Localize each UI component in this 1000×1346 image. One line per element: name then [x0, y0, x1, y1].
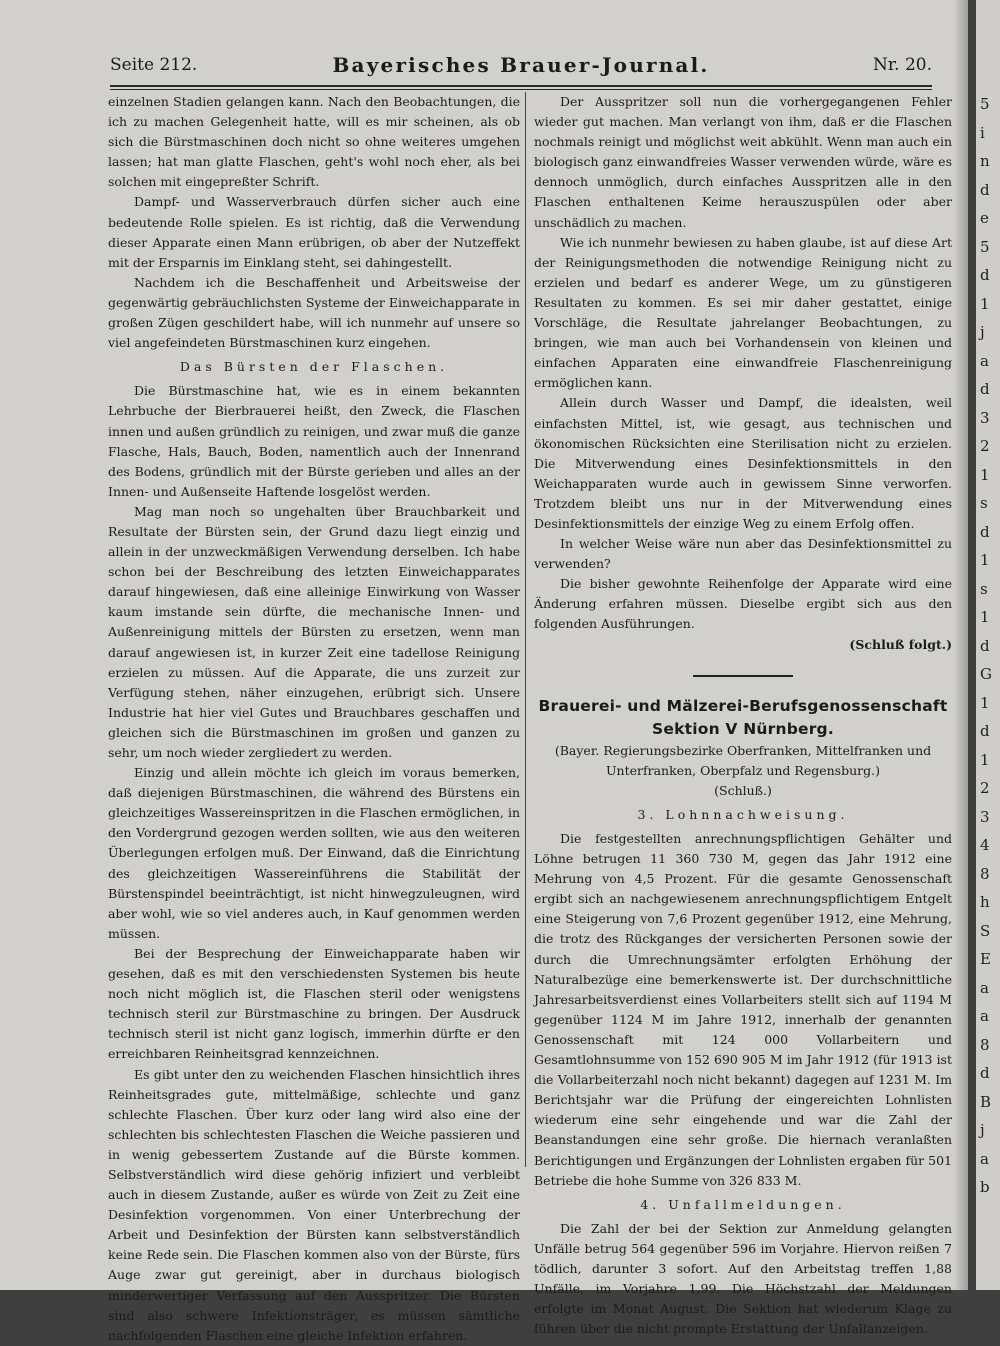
edge-fragment: 5 — [980, 237, 990, 256]
paragraph: Der Ausspritzer soll nun die vorhergegangenen Fehler wieder gut machen. Man verlangt von ihm, daß er die Flaschen nochmals reinigt und möglichst weit abkühlt. Wenn man auch ein biologisch ganz einwandfreies Wasser verwenden würde, wäre es dennoch unmöglich, durch einfaches Ausspritzen alle in den Flaschen enthaltenen Keime herauszuspülen oder aber unschädlich zu machen. — [534, 94, 952, 230]
edge-fragment: 1 — [980, 750, 990, 769]
page-number: Seite 212. — [110, 55, 198, 75]
edge-fragment: a — [980, 978, 989, 997]
paragraph: In welcher Weise wäre nun aber das Desinfektionsmittel zu verwenden? — [534, 536, 952, 572]
article-title: Brauerei- und Mälzerei-Berufsgenossenschaft Sektion V Nürnberg. — [538, 696, 948, 738]
paragraph: Bei der Besprechung der Einweichapparate haben wir gesehen, daß es mit den verschiedensten Systemen bis heute noch nicht möglich ist, die Flaschen steril oder wenigstens technisch steril zur Bürstmaschine zu bringen. Der Ausdruck technisch steril ist nicht ganz logisch, immerhin dürfte er den erreichbaren Reinheitsgrad kennzeichnen. — [108, 945, 520, 1062]
edge-fragment: a — [980, 1007, 989, 1025]
column-divider — [525, 92, 526, 1167]
edge-fragment: 1 — [980, 693, 990, 712]
header-rule-thin — [110, 89, 932, 90]
edge-fragment: 1 — [980, 465, 990, 484]
paragraph: Die bisher gewohnte Reihenfolge der Apparate wird eine Änderung erfahren müssen. Dieselbe ergibt sich aus den folgenden Ausführungen. — [534, 576, 952, 632]
edge-fragment: 4 — [980, 836, 990, 854]
header-rule — [110, 85, 932, 87]
edge-fragment: j — [980, 1121, 985, 1139]
edge-fragment: s — [980, 579, 988, 598]
right-column — [534, 92, 952, 1339]
edge-fragment: d — [980, 180, 990, 199]
edge-fragment: 2 — [980, 437, 990, 455]
edge-fragment: d — [980, 1064, 990, 1082]
edge-fragment: G — [980, 665, 992, 683]
edge-fragment: S — [980, 921, 991, 940]
edge-fragment: d — [980, 722, 990, 740]
continued-note: (Schluß folgt.) — [849, 636, 952, 652]
conclusion-label: (Schluß.) — [714, 782, 772, 798]
edge-fragment: h — [980, 893, 990, 911]
edge-fragment: a — [980, 1149, 989, 1168]
paragraph: Einzig und allein möchte ich gleich im voraus bemerken, daß diejenigen Bürstmaschinen, die während des Bürstens ein gleichzeitiges Wassereinspritzen in die Flaschen ermöglichen, in den Vordergrund gezogen werden sollten, wie aus den weiteren Überlegungen erfolgen muß. Der Einwand, daß die Einrichtung des gleichzeitigen Wassereinführens die Stabilität der Bürstenspindel beeinträchtigt, ist nicht hinwegzuleugnen, wird aber wohl, wie so viel anderes auch, in Kauf genommen werden müssen. — [108, 765, 520, 941]
edge-fragment: 1 — [980, 551, 990, 569]
paragraph: Dampf- und Wasserverbrauch dürfen sicher auch eine bedeutende Rolle spielen. Es ist richtig, daß die Verwendung dieser Apparate einen Mann erübrigen, ob aber der Nutzeffekt mit der Ersparnis im Einklang steht, sei dahingestellt. — [108, 194, 520, 270]
edge-fragment: d — [980, 636, 990, 655]
edge-fragment: 8 — [980, 864, 990, 883]
edge-fragment: 3 — [980, 807, 990, 826]
page-header — [110, 53, 932, 83]
paragraph: Allein durch Wasser und Dampf, die idealsten, weil einfachsten Mittel, ist, wie gesagt, aus technischen und ökonomischen Rücksichten eine Sterilisation nicht zu erzielen. Die Mitverwendung eines Desinfektionsmittels in den Weichapparaten wurde auch in gewissem Sinne verworfen. Trotzdem bleibt uns nur in der Mitverwendung eines Desinfektionsmittels der einzige Weg zu einem Erfolg offen. — [534, 395, 952, 531]
edge-fragment: E — [980, 950, 991, 968]
edge-fragment: d — [980, 266, 990, 284]
edge-fragment: i — [980, 123, 985, 142]
section-heading: 4. Unfallmeldungen. — [640, 1196, 846, 1212]
paragraph: Die Zahl der bei der Sektion zur Anmeldung gelangten Unfälle betrug 564 gegenüber 596 im Vorjahre. Hiervon reißen 7 tödlich, darunter 3 sofort. Auf den Arbeitstag treffen 1,88 Unfälle, im Vorjahre 1,99. Die Höchstzahl der Meldungen erfolgte im Monat August. Die Sektion hat wiederum Klage zu führen über die nicht prompte Erstattung der Unfallanzeigen. — [534, 1220, 952, 1337]
journal-title: Bayerisches Brauer-Journal. — [332, 53, 710, 77]
edge-fragment: 1 — [980, 608, 990, 626]
edge-fragment: B — [980, 1092, 992, 1111]
left-column — [108, 92, 520, 1346]
edge-fragment: b — [980, 1178, 990, 1196]
edge-fragment: a — [980, 351, 989, 370]
issue-number: Nr. 20. — [873, 55, 932, 75]
paragraph: Wie ich nunmehr bewiesen zu haben glaube, ist auf diese Art der Reinigungsmethoden die notwendige Reinigung nicht zu erzielen und bedarf es anderer Wege, um zu günstigeren Resultaten zu kommen. Es sei mir daher gestattet, einige Vorschläge, die Resultate jahrelanger Beobachtungen, zu bringen, wie man auch bei Vorhandensein von kleinen und einfachen Apparaten eine einwandfreie Flaschenreinigung ermöglichen kann. — [534, 234, 952, 391]
edge-fragment: d — [980, 380, 990, 398]
paragraph: Mag man noch so ungehalten über Brauchbarkeit und Resultate der Bürsten sein, der Grund dazu liegt einzig und allein in der unzweckmäßigen Verwendung derselben. Ich habe schon bei der Beschreibung des letzten Einweichapparates darauf hingewiesen, daß eine alleinige Einwirkung von Wasser kaum imstande sein dürfte, die mechanische Innen- und Außenreinigung mittels der Bürsten zu ersetzen, wenn man darauf angewiesen ist, in kurzer Zeit eine tadellose Reinigung erzielen zu müssen. Auf die Apparate, die uns zurzeit zur Verfügung stehen, näher einzugehen, erübrigt sich. Unsere Industrie hat hier viel Gutes und Brauchbares geschaffen und gleichen sich die Bürstmaschinen im großen und ganzen zu sehr, um noch wieder zergliedert zu werden. — [108, 503, 520, 760]
section-heading: 3. Lohnnachweisung. — [637, 806, 849, 822]
article-separator — [693, 675, 793, 677]
edge-fragment: d — [980, 522, 990, 541]
edge-fragment: 3 — [980, 408, 990, 427]
adjacent-page-edge — [976, 0, 1000, 1290]
paragraph: Die festgestellten anrechnungspflichtigen Gehälter und Löhne betrugen 11 360 730 M, gegen das Jahr 1912 eine Mehrung von 4,5 Prozent. Für die gesamte Genossenschaft ergibt sich an nachgewiesenem anrechnungspflichtigem Entgelt eine Steigerung von 7,6 Prozent gegenüber 1912, eine Mehrung, die trotz des Rückganges der versicherten Personen sowie der durch die Umrechnungsämter erfolgten Erhöhung der Naturalbezüge eine bemerkenswerte ist. Der durchschnittliche Jahresarbeitsverdienst eines Vollarbeiters stellt sich auf 1194 M gegenüber 1124 M im Jahre 1912, innerhalb der genannten Genossenschaft mit 124 000 Vollarbeitern und Gesamtlohnsumme von 152 690 905 M im Jahr 1912 (für 1913 ist die Vollarbeiterzahl noch nicht bekannt) dagegen auf 1231 M. Im Berichtsjahr war die Prüfung der eingereichten Lohnlisten wiederum eine sehr eingehende und war die Zahl der Beanstandungen eine sehr große. Die hiernach veranlaßten Berichtigungen und Ergänzungen der Lohnlisten ergaben für 501 Betriebe die hohe Summe von 326 833 M. — [534, 831, 952, 1188]
edge-fragment: 2 — [980, 779, 990, 797]
paragraph: Es gibt unter den zu weichenden Flaschen hinsichtlich ihres Reinheitsgrades gute, mittelmäßige, schlechte und ganz schlechte Flaschen. Über kurz oder lang wird also eine der schlechten bis schlechtesten Flaschen die Weiche passieren und in wenig gebessertem Zustande auf die Bürste kommen. Selbstverständlich wird diese gehörig infiziert und verbleibt auch in diesem Zustande, außer es würde von Zeit zu Zeit eine Desinfektion vorgenommen. Von einer Unterbrechung der Arbeit und Desinfektion der Bürsten kann selbstverständlich keine Rede sein. Die Flaschen kommen also von der Bürste, fürs Auge zwar gut gereinigt, aber in durchaus biologisch minderwertiger Verfassung auf den Ausspritzer. Die Bürsten sind also schwere Infektionsträger, es müssen sämtliche nachfolgenden Flaschen eine gleiche Infektion erfahren. — [108, 1066, 520, 1343]
paragraph: Nachdem ich die Beschaffenheit und Arbeitsweise der gegenwärtig gebräuchlichsten Systeme der Einweichapparate in großen Zügen geschildert habe, will ich nunmehr auf unsere so viel angefeindeten Bürstmaschinen kurz eingehen. — [108, 274, 520, 351]
edge-fragment: 8 — [980, 1035, 990, 1054]
edge-fragment: s — [980, 494, 988, 512]
paragraph: einzelnen Stadien gelangen kann. Nach den Beobachtungen, die ich zu machen Gelegenheit hatte, will es mir scheinen, als ob sich die Bürstmaschinen doch nicht so ohne weiteres umgehen lassen; hat man glatte Flaschen, geht's wohl noch eher, als bei solchen mit eingepreßter Schrift. — [108, 94, 520, 190]
paragraph: Die Bürstmaschine hat, wie es in einem bekannten Lehrbuche der Bierbrauerei heißt, den Zweck, die Flaschen innen und außen gründlich zu reinigen, und zwar muß die ganze Flasche, Hals, Bauch, Boden, namentlich auch der Innenrand des Bodens, gründlich mit der Bürste gerieben und alles an der Innen- und Außenseite Haftende losgelöst werden. — [108, 383, 520, 499]
section-heading: Das Bürsten der Flaschen. — [179, 359, 449, 375]
edge-fragment: 1 — [980, 294, 990, 313]
article-subtitle: (Bayer. Regierungsbezirke Oberfranken, Mittelfranken und Unterfranken, Oberpfalz und Regensburg.) — [554, 742, 932, 778]
edge-fragment: e — [980, 209, 989, 227]
edge-fragment: 5 — [980, 95, 990, 113]
edge-fragment: n — [980, 152, 990, 170]
edge-fragment: j — [980, 323, 985, 341]
